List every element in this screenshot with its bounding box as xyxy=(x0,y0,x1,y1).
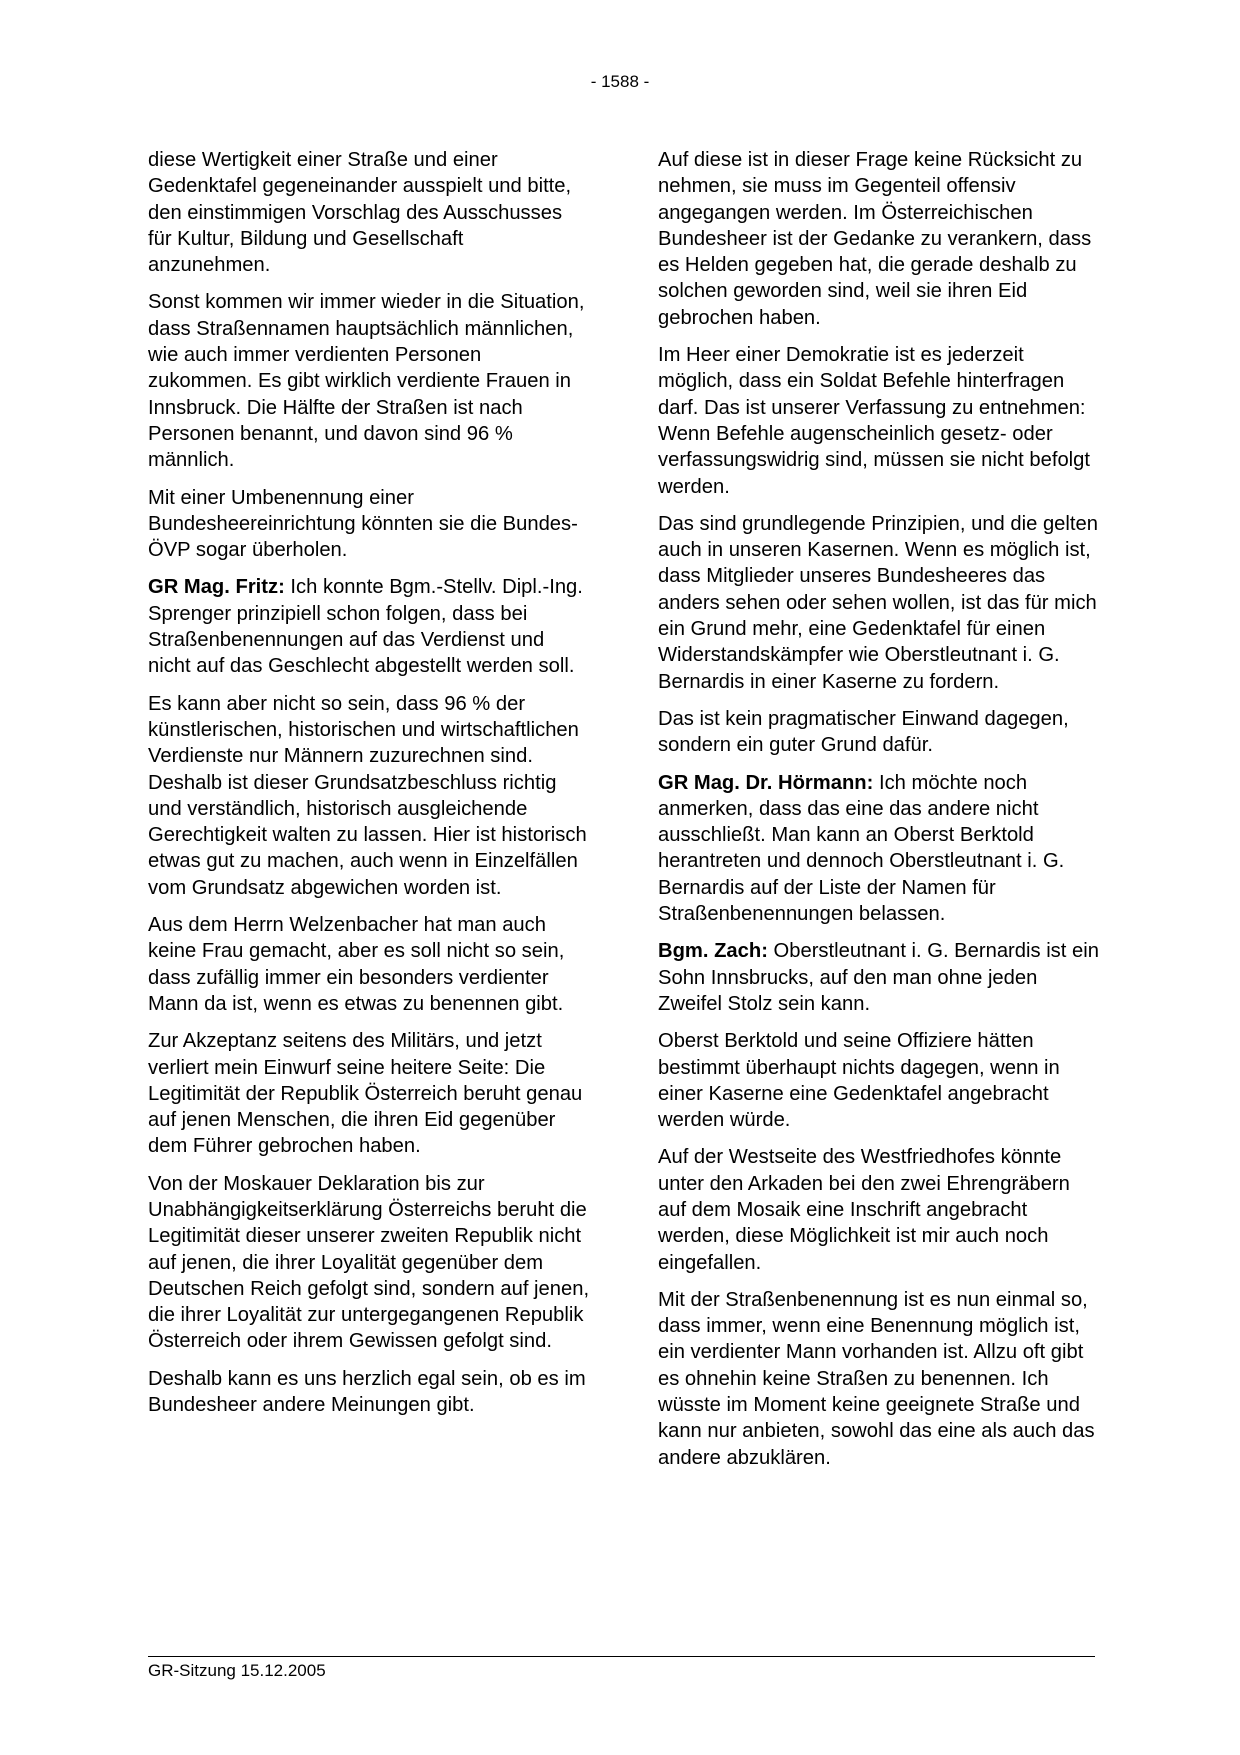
right-column xyxy=(658,147,1100,1482)
paragraph xyxy=(658,1144,1100,1275)
paragraph-text: diese Wertigkeit einer Straße und einer Gedenktafel gegeneinander ausspielt und bitte, den einstimmigen Vorschlag des Ausschusses für Kultur, Bildung und Gesellschaft anzunehmen. xyxy=(148,149,572,277)
footer-divider xyxy=(148,1656,1095,1657)
paragraph xyxy=(658,511,1100,695)
paragraph xyxy=(148,1171,590,1355)
paragraph-text: Zur Akzeptanz seitens des Militärs, und jetzt verliert mein Einwurf seine heitere Seite: Die Legitimität der Republik Österreich beruht genau auf jenen Menschen, die ihren Eid gegenüber dem Führer gebrochen haben. xyxy=(148,1030,583,1158)
paragraph-text: Mit einer Umbenennung einer Bundesheereinrichtung könnten sie die Bundes-ÖVP sogar überholen. xyxy=(148,486,578,562)
paragraph xyxy=(148,912,590,1017)
paragraph-text: Sonst kommen wir immer wieder in die Situation, dass Straßennamen hauptsächlich männlichen, wie auch immer verdienten Personen zukommen. Es gibt wirklich verdiente Frauen in Innsbruck. Die Hälfte der Straßen ist nach Personen benannt, und davon sind 96 % männlich. xyxy=(148,291,585,472)
paragraph-text: Das ist kein pragmatischer Einwand dagegen, sondern ein guter Grund dafür. xyxy=(658,707,1069,757)
paragraph xyxy=(148,1366,590,1419)
paragraph-text: Deshalb kann es uns herzlich egal sein, ob es im Bundesheer andere Meinungen gibt. xyxy=(148,1367,586,1417)
paragraph xyxy=(148,691,590,901)
paragraph-text: Im Heer einer Demokratie ist es jederzeit möglich, dass ein Soldat Befehle hinterfragen darf. Das ist unserer Verfassung zu entnehmen: Wenn Befehle augenscheinlich gesetz- oder verfassungswidrig sind, müssen sie nicht befolgt werden. xyxy=(658,344,1091,498)
paragraph xyxy=(148,485,590,564)
speaker-name: GR Mag. Fritz: xyxy=(148,576,285,599)
paragraph xyxy=(658,938,1100,1017)
paragraph-text: Das sind grundlegende Prinzipien, und die gelten auch in unseren Kasernen. Wenn es möglich ist, dass Mitglieder unseres Bundesheeres das anders sehen oder sehen wollen, ist das für mich ein Grund mehr, eine Gedenktafel für einen Widerstandskämpfer wie Oberstleutnant i. G. Bernardis in einer Kaserne zu fordern. xyxy=(658,512,1098,693)
paragraph-text: Auf diese ist in dieser Frage keine Rücksicht zu nehmen, sie muss im Gegenteil offensiv angegangen werden. Im Österreichischen Bundesheer ist der Gedanke zu verankern, dass es Helden gegeben hat, die gerade deshalb zu solchen geworden sind, weil sie ihren Eid gebrochen haben. xyxy=(658,149,1092,329)
paragraph xyxy=(148,574,590,679)
paragraph xyxy=(658,342,1100,500)
paragraph-text: Ich möchte noch anmerken, dass das eine das andere nicht ausschließt. Man kann an Oberst Berktold herantreten und dennoch Oberstleutnant i. G. Bernardis auf der Liste der Namen für Straßenbenennungen belassen. xyxy=(658,771,1065,926)
paragraph xyxy=(148,289,590,473)
paragraph-text: Mit der Straßenbenennung ist es nun einmal so, dass immer, wenn eine Benennung möglich ist, ein verdienter Mann vorhanden ist. Allzu oft gibt es ohnehin keine Straßen zu benennen. Ich wüsste im Moment keine geeignete Straße und kann nur anbieten, sowohl das eine als auch das andere abzuklären. xyxy=(658,1288,1095,1469)
speaker-name: Bgm. Zach: xyxy=(658,940,768,963)
paragraph-text: Oberstleutnant i. G. Bernardis ist ein Sohn Innsbrucks, auf den man ohne jeden Zweifel Stolz sein kann. xyxy=(658,940,1099,1015)
left-column xyxy=(148,147,590,1429)
paragraph-text: Auf der Westseite des Westfriedhofes könnte unter den Arkaden bei den zwei Ehrengräbern auf dem Mosaik eine Inschrift angebracht werden, diese Möglichkeit ist mir auch noch eingefallen. xyxy=(658,1146,1070,1274)
page-number: - 1588 - xyxy=(590,72,650,91)
paragraph-text: Oberst Berktold und seine Offiziere hätten bestimmt überhaupt nichts dagegen, wenn in einer Kaserne eine Gedenktafel angebracht werden würde. xyxy=(658,1030,1060,1132)
speaker-name: GR Mag. Dr. Hörmann: xyxy=(658,771,874,794)
paragraph-text: Aus dem Herrn Welzenbacher hat man auch keine Frau gemacht, aber es soll nicht so sein, dass zufällig immer ein besonders verdienter Mann da ist, wenn es etwas zu benennen gibt. xyxy=(148,914,565,1015)
paragraph xyxy=(658,147,1100,331)
paragraph xyxy=(148,1028,590,1159)
paragraph xyxy=(658,1028,1100,1133)
paragraph xyxy=(658,770,1100,928)
paragraph-text: Ich konnte Bgm.-Stellv. Dipl.-Ing. Sprenger prinzipiell schon folgen, dass bei Straßenbenennungen auf das Verdienst und nicht auf das Geschlecht abgestellt werden soll. xyxy=(148,576,583,678)
paragraph xyxy=(658,1287,1100,1471)
footer-session-date: GR-Sitzung 15.12.2005 xyxy=(148,1661,326,1680)
paragraph-text: Es kann aber nicht so sein, dass 96 % der künstlerischen, historischen und wirtschaftlichen Verdienste nur Männern zuzurechnen sind. Deshalb ist dieser Grundsatzbeschluss richtig und verständlich, historisch ausgleichende Gerechtigkeit walten zu lassen. Hier ist historisch etwas gut zu machen, auch wenn in Einzelfällen vom Grundsatz abgewichen worden ist. xyxy=(148,692,587,899)
paragraph xyxy=(658,706,1100,759)
paragraph xyxy=(148,147,590,278)
paragraph-text: Von der Moskauer Deklaration bis zur Unabhängigkeitserklärung Österreichs beruht die Legitimität dieser unserer zweiten Republik nicht auf jenen, die ihrer Loyalität gegenüber dem Deutschen Reich gefolgt sind, sondern auf jenen, die ihrer Loyalität zur untergegangenen Republik Österreich oder ihrem Gewissen gefolgt sind. xyxy=(148,1172,590,1353)
